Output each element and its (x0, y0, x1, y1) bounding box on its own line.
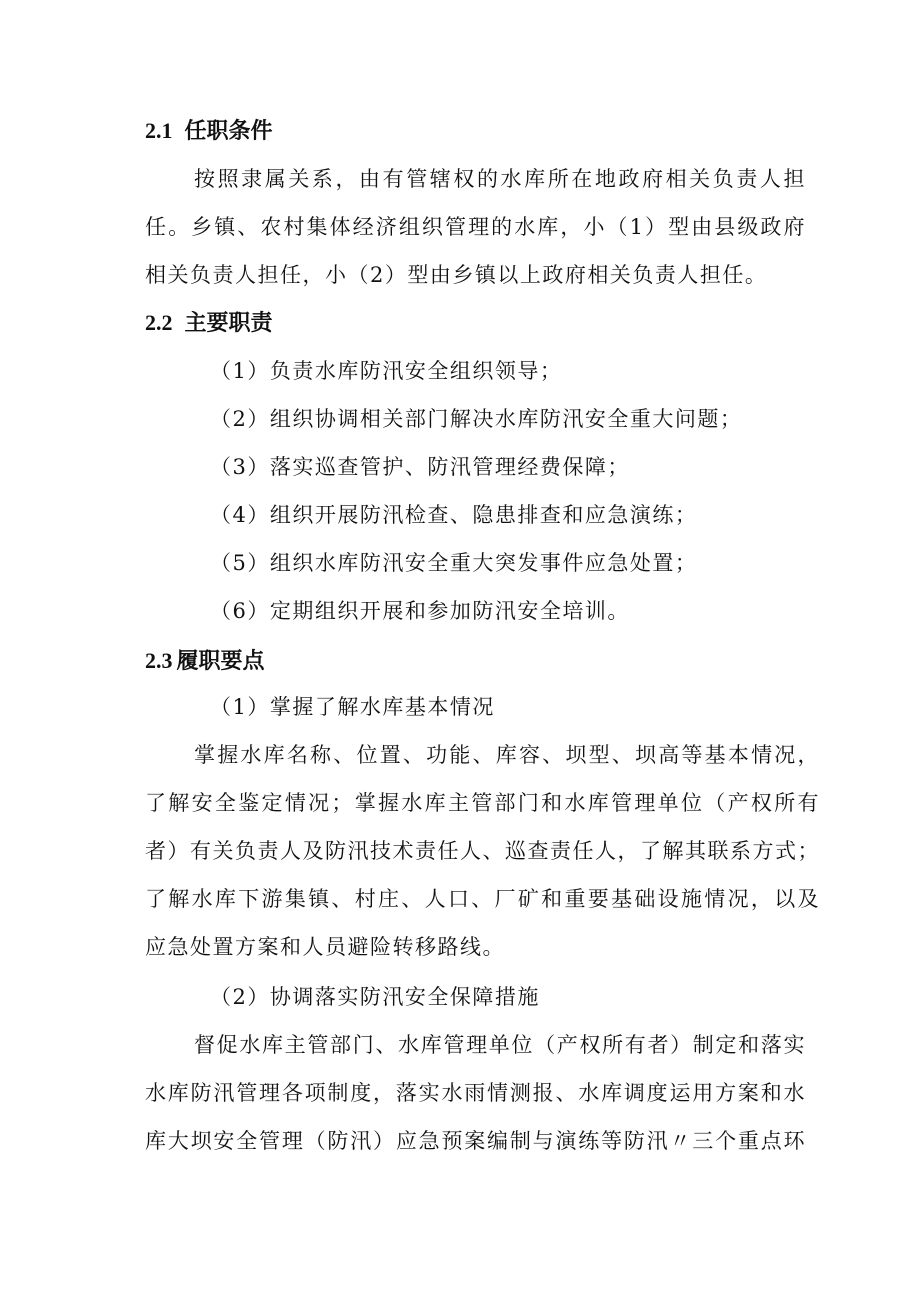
paragraph-line: 水库防汛管理各项制度，落实水雨情测报、水库调度运用方案和水 (145, 1081, 806, 1105)
duty-item: （4）组织开展防汛检查、隐患排查和应急演练； (210, 503, 698, 527)
section-heading-2-3 (145, 646, 265, 677)
paragraph-line: 按照隶属关系，由有管辖权的水库所在地政府相关负责人担 (194, 167, 806, 191)
paragraph-line: 掌握水库名称、位置、功能、库容、坝型、坝高等基本情况， (194, 743, 820, 767)
paragraph-line: 相关负责人担任，小（2）型由乡镇以上政府相关负责人担任。 (145, 263, 768, 287)
paragraph-line: 了解水库下游集镇、村庄、人口、厂矿和重要基础设施情况，以及 (145, 887, 820, 911)
section-number: 2.3 (145, 648, 173, 673)
subsection-title: （2）协调落实防汛安全保障措施 (210, 985, 540, 1009)
section-number: 2.1 (145, 118, 173, 143)
section-heading-2-1 (145, 116, 273, 147)
paragraph-line: 了解安全鉴定情况；掌握水库主管部门和水库管理单位（产权所有 (145, 791, 820, 815)
duty-item: （1）负责水库防汛安全组织领导； (210, 359, 563, 383)
paragraph-line: 督促水库主管部门、水库管理单位（产权所有者）制定和落实 (194, 1033, 806, 1057)
duty-item: （5）组织水库防汛安全重大突发事件应急处置； (210, 551, 698, 575)
duty-item: （2）组织协调相关部门解决水库防汛安全重大问题； (210, 407, 743, 431)
subsection-title: （1）掌握了解水库基本情况 (210, 695, 495, 719)
paragraph-line: 任。乡镇、农村集体经济组织管理的水库，小（1）型由县级政府 (145, 215, 806, 239)
duty-item: （3）落实巡查管护、防汛管理经费保障； (210, 455, 630, 479)
section-title: 任职条件 (184, 119, 273, 144)
paragraph-line: 应急处置方案和人员避险转移路线。 (145, 935, 505, 959)
duty-item: （6）定期组织开展和参加防汛安全培训。 (210, 599, 630, 623)
section-title: 主要职责 (184, 311, 273, 336)
section-number: 2.2 (145, 310, 173, 335)
section-title: 履职要点 (176, 649, 265, 674)
section-heading-2-2 (145, 308, 273, 339)
paragraph-line: 者）有关负责人及防汛技术责任人、巡查责任人，了解其联系方式； (145, 839, 820, 863)
paragraph-line: 库大坝安全管理（防汛）应急预案编制与演练等防汛〃三个重点环 (145, 1129, 806, 1153)
